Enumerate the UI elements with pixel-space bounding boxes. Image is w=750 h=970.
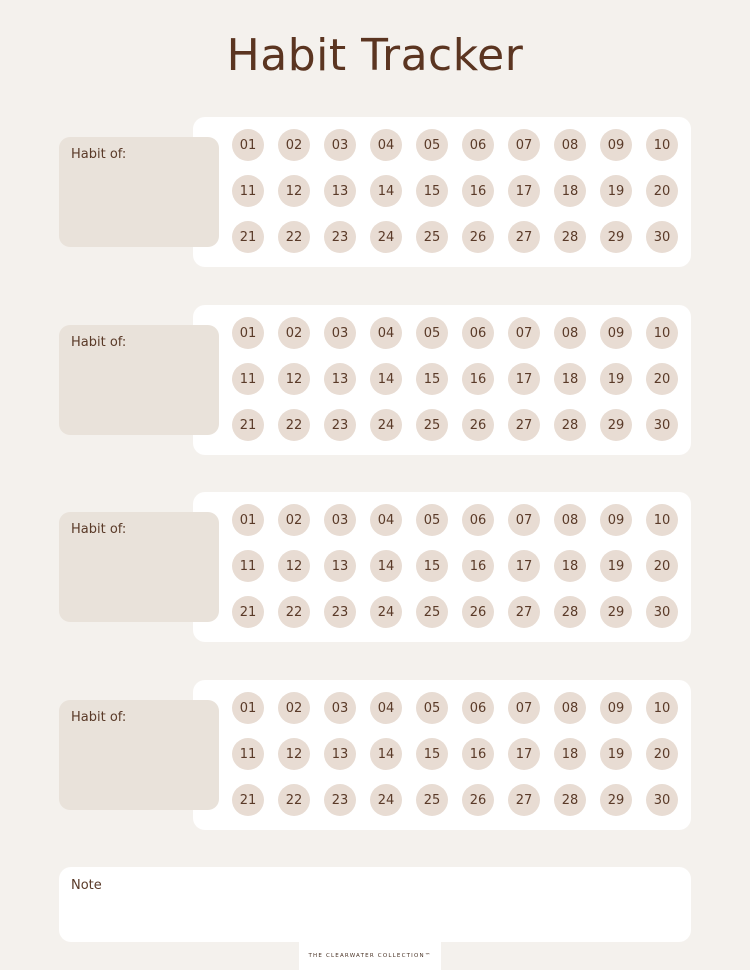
day-circle[interactable]: 14	[370, 738, 402, 770]
day-circle[interactable]: 23	[324, 596, 356, 628]
day-circle[interactable]: 20	[646, 738, 678, 770]
day-circle[interactable]: 25	[416, 409, 448, 441]
day-circle[interactable]: 17	[508, 363, 540, 395]
day-circle[interactable]: 20	[646, 175, 678, 207]
day-circle[interactable]: 02	[278, 317, 310, 349]
day-circle[interactable]: 24	[370, 221, 402, 253]
day-circle[interactable]: 01	[232, 129, 264, 161]
day-circle[interactable]: 19	[600, 363, 632, 395]
day-grid	[232, 504, 681, 628]
day-circle[interactable]: 28	[554, 596, 586, 628]
day-circle[interactable]: 29	[600, 409, 632, 441]
note-label: Note	[71, 878, 102, 893]
day-circle[interactable]: 30	[646, 221, 678, 253]
day-circle[interactable]: 24	[370, 409, 402, 441]
day-grid-card	[193, 305, 691, 455]
day-circle[interactable]: 27	[508, 596, 540, 628]
day-circle[interactable]: 18	[554, 550, 586, 582]
day-circle[interactable]: 23	[324, 409, 356, 441]
day-circle[interactable]: 22	[278, 784, 310, 816]
habit-name-box[interactable]	[59, 137, 219, 247]
day-circle[interactable]: 11	[232, 550, 264, 582]
day-circle[interactable]: 02	[278, 129, 310, 161]
day-circle[interactable]: 04	[370, 692, 402, 724]
habit-label: Habit of:	[71, 335, 127, 350]
day-circle[interactable]: 04	[370, 129, 402, 161]
day-grid-card	[193, 492, 691, 642]
day-circle[interactable]: 10	[646, 317, 678, 349]
day-circle[interactable]: 14	[370, 175, 402, 207]
day-circle[interactable]: 09	[600, 504, 632, 536]
day-circle[interactable]: 01	[232, 317, 264, 349]
day-circle[interactable]: 26	[462, 221, 494, 253]
day-circle[interactable]: 02	[278, 692, 310, 724]
day-circle[interactable]: 18	[554, 363, 586, 395]
day-circle[interactable]: 22	[278, 596, 310, 628]
day-circle[interactable]: 24	[370, 784, 402, 816]
day-circle[interactable]: 01	[232, 692, 264, 724]
day-circle[interactable]: 14	[370, 550, 402, 582]
day-circle[interactable]: 16	[462, 550, 494, 582]
day-circle[interactable]: 29	[600, 221, 632, 253]
habit-name-box[interactable]	[59, 325, 219, 435]
day-circle[interactable]: 09	[600, 317, 632, 349]
habit-name-box[interactable]	[59, 700, 219, 810]
day-circle[interactable]: 02	[278, 504, 310, 536]
day-circle[interactable]: 04	[370, 504, 402, 536]
day-circle[interactable]: 05	[416, 692, 448, 724]
day-grid-card	[193, 117, 691, 267]
day-circle[interactable]: 06	[462, 504, 494, 536]
day-circle[interactable]: 10	[646, 692, 678, 724]
day-circle[interactable]: 06	[462, 129, 494, 161]
day-circle[interactable]: 20	[646, 363, 678, 395]
day-circle[interactable]: 13	[324, 738, 356, 770]
day-circle[interactable]: 15	[416, 738, 448, 770]
habit-tracker-block	[0, 117, 750, 267]
day-circle[interactable]: 19	[600, 175, 632, 207]
day-circle[interactable]: 17	[508, 738, 540, 770]
day-circle[interactable]: 28	[554, 409, 586, 441]
day-circle[interactable]: 25	[416, 784, 448, 816]
day-circle[interactable]: 06	[462, 317, 494, 349]
day-circle[interactable]: 11	[232, 363, 264, 395]
habit-name-box[interactable]	[59, 512, 219, 622]
day-circle[interactable]: 05	[416, 504, 448, 536]
day-circle[interactable]: 16	[462, 738, 494, 770]
day-circle[interactable]: 25	[416, 221, 448, 253]
day-circle[interactable]: 14	[370, 363, 402, 395]
day-circle[interactable]: 19	[600, 550, 632, 582]
day-circle[interactable]: 13	[324, 363, 356, 395]
day-circle[interactable]: 01	[232, 504, 264, 536]
habit-tracker-block	[0, 305, 750, 455]
day-circle[interactable]: 08	[554, 692, 586, 724]
day-circle[interactable]: 29	[600, 784, 632, 816]
day-circle[interactable]: 12	[278, 363, 310, 395]
day-circle[interactable]: 08	[554, 317, 586, 349]
day-circle[interactable]: 21	[232, 221, 264, 253]
day-circle[interactable]: 21	[232, 784, 264, 816]
habit-tracker-block	[0, 680, 750, 830]
day-circle[interactable]: 30	[646, 596, 678, 628]
page-title: Habit Tracker	[226, 30, 524, 81]
day-circle[interactable]: 16	[462, 175, 494, 207]
day-circle[interactable]: 18	[554, 738, 586, 770]
day-circle[interactable]: 03	[324, 504, 356, 536]
day-circle[interactable]: 22	[278, 409, 310, 441]
day-circle[interactable]: 26	[462, 409, 494, 441]
brand-footer: THE CLEARWATER COLLECTION™	[299, 942, 441, 970]
day-circle[interactable]: 12	[278, 175, 310, 207]
day-circle[interactable]: 15	[416, 550, 448, 582]
day-circle[interactable]: 07	[508, 317, 540, 349]
day-circle[interactable]: 21	[232, 409, 264, 441]
day-circle[interactable]: 17	[508, 550, 540, 582]
day-circle[interactable]: 05	[416, 129, 448, 161]
day-circle[interactable]: 27	[508, 221, 540, 253]
habit-tracker-block	[0, 492, 750, 642]
day-circle[interactable]: 09	[600, 692, 632, 724]
habit-label: Habit of:	[71, 522, 127, 537]
day-circle[interactable]: 30	[646, 409, 678, 441]
day-grid-card	[193, 680, 691, 830]
day-circle[interactable]: 22	[278, 221, 310, 253]
habit-label: Habit of:	[71, 710, 127, 725]
day-circle[interactable]: 15	[416, 175, 448, 207]
day-circle[interactable]: 03	[324, 129, 356, 161]
day-circle[interactable]: 29	[600, 596, 632, 628]
day-circle[interactable]: 03	[324, 317, 356, 349]
day-circle[interactable]: 23	[324, 221, 356, 253]
day-circle[interactable]: 19	[600, 738, 632, 770]
day-circle[interactable]: 15	[416, 363, 448, 395]
day-circle[interactable]: 06	[462, 692, 494, 724]
day-circle[interactable]: 23	[324, 784, 356, 816]
day-circle[interactable]: 26	[462, 784, 494, 816]
day-grid	[232, 129, 681, 253]
day-circle[interactable]: 12	[278, 550, 310, 582]
day-circle[interactable]: 25	[416, 596, 448, 628]
day-circle[interactable]: 28	[554, 784, 586, 816]
day-circle[interactable]: 13	[324, 175, 356, 207]
day-circle[interactable]: 28	[554, 221, 586, 253]
day-circle[interactable]: 17	[508, 175, 540, 207]
day-circle[interactable]: 07	[508, 129, 540, 161]
day-circle[interactable]: 10	[646, 129, 678, 161]
day-circle[interactable]: 21	[232, 596, 264, 628]
day-circle[interactable]: 13	[324, 550, 356, 582]
day-circle[interactable]: 08	[554, 129, 586, 161]
day-circle[interactable]: 30	[646, 784, 678, 816]
day-circle[interactable]: 16	[462, 363, 494, 395]
day-grid	[232, 317, 681, 441]
day-circle[interactable]: 08	[554, 504, 586, 536]
day-circle[interactable]: 03	[324, 692, 356, 724]
day-circle[interactable]: 05	[416, 317, 448, 349]
day-circle[interactable]: 27	[508, 409, 540, 441]
day-circle[interactable]: 09	[600, 129, 632, 161]
day-circle[interactable]: 26	[462, 596, 494, 628]
day-circle[interactable]: 20	[646, 550, 678, 582]
day-grid	[232, 692, 681, 816]
day-circle[interactable]: 07	[508, 692, 540, 724]
note-card[interactable]	[59, 867, 691, 942]
habit-label: Habit of:	[71, 147, 127, 162]
day-circle[interactable]: 07	[508, 504, 540, 536]
day-circle[interactable]: 11	[232, 738, 264, 770]
day-circle[interactable]: 04	[370, 317, 402, 349]
day-circle[interactable]: 27	[508, 784, 540, 816]
day-circle[interactable]: 24	[370, 596, 402, 628]
day-circle[interactable]: 12	[278, 738, 310, 770]
day-circle[interactable]: 18	[554, 175, 586, 207]
day-circle[interactable]: 10	[646, 504, 678, 536]
day-circle[interactable]: 11	[232, 175, 264, 207]
